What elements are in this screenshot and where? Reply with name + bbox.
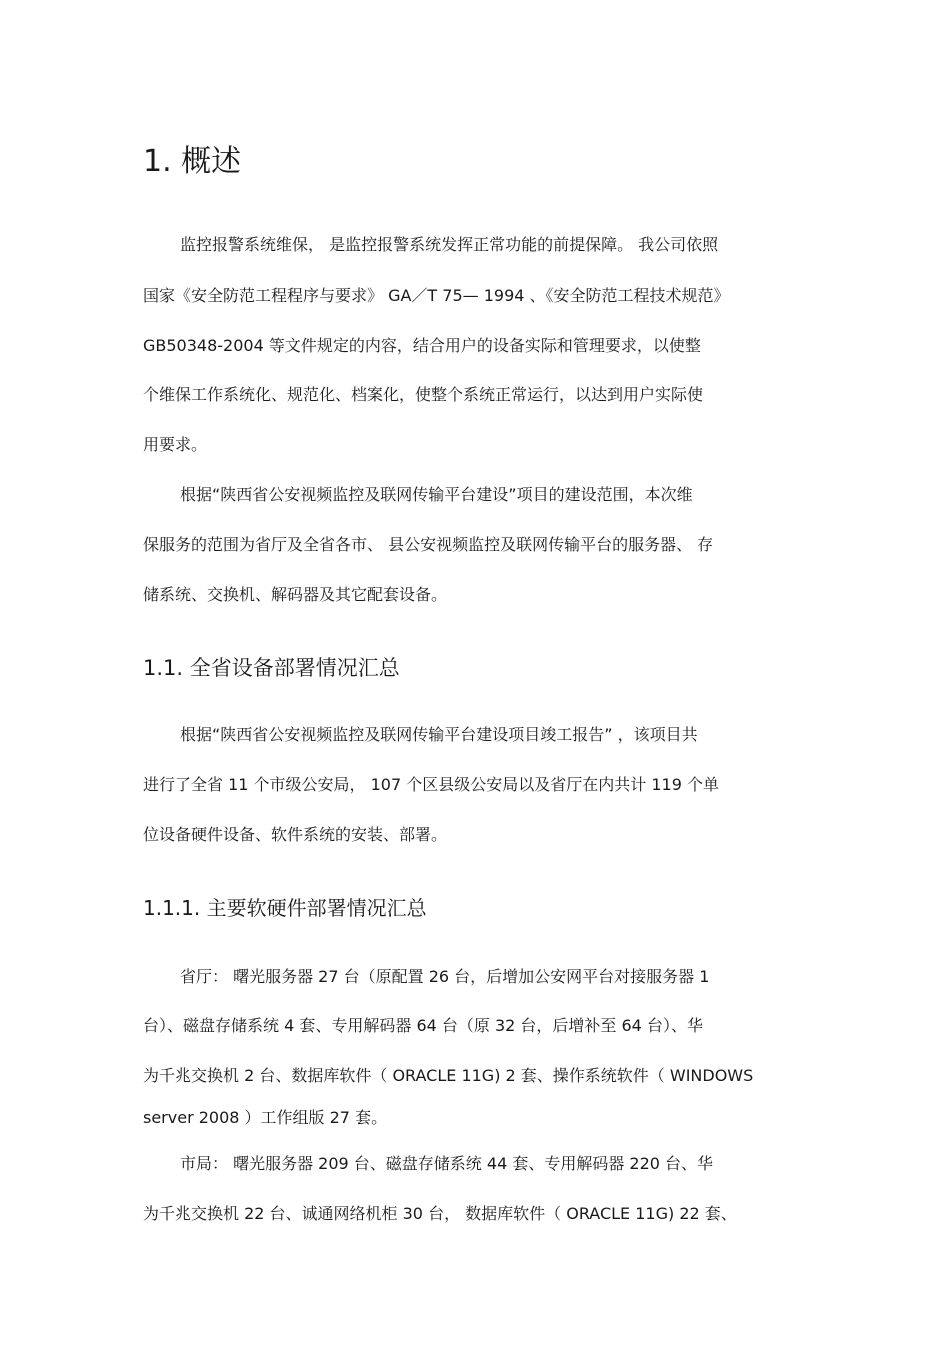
heading-overview: 1. 概述	[143, 144, 242, 179]
summary-line-1: 根据“陕西省公安视频监控及联网传输平台建设项目竣工报告” ，该项目共	[180, 725, 698, 744]
intro-line-1: 监控报警系统维保， 是监控报警系统发挥正常功能的前提保障。 我公司依照	[180, 235, 719, 254]
heading-deployment-summary: 1.1. 全省设备部署情况汇总	[143, 656, 400, 680]
city-line-2: 为千兆交换机 22 台、诚通网络机柜 30 台， 数据库软件（ ORACLE 11G) 22 套、	[143, 1204, 737, 1223]
heading-software-hardware-summary: 1.1.1. 主要软硬件部署情况汇总	[143, 896, 427, 920]
intro-line-5: 用要求。	[143, 435, 208, 454]
province-line-4: server 2008 ）工作组版 27 套。	[143, 1108, 388, 1127]
scope-line-3: 储系统、交换机、解码器及其它配套设备。	[143, 585, 448, 604]
intro-line-2: 国家《安全防范工程程序与要求》 GA／T 75— 1994 、《安全防范工程技术规范》	[143, 286, 730, 305]
province-line-2: 台）、磁盘存储系统 4 套、专用解码器 64 台（原 32 台，后增补至 64 台）、华	[143, 1016, 703, 1035]
summary-line-3: 位设备硬件设备、软件系统的安装、部署。	[143, 825, 448, 844]
scope-line-1: 根据“陕西省公安视频监控及联网传输平台建设”项目的建设范围，本次维	[180, 485, 693, 504]
scope-line-2: 保服务的范围为省厅及全省各市、 县公安视频监控及联网传输平台的服务器、 存	[143, 535, 714, 554]
intro-line-3: GB50348-2004 等文件规定的内容，结合用户的设备实际和管理要求，以使整	[143, 336, 701, 355]
province-line-1: 省厅： 曙光服务器 27 台（原配置 26 台，后增加公安网平台对接服务器 1	[180, 967, 710, 986]
summary-line-2: 进行了全省 11 个市级公安局， 107 个区县级公安局以及省厅在内共计 119 个单	[143, 775, 719, 794]
province-line-3: 为千兆交换机 2 台、数据库软件（ ORACLE 11G) 2 套、操作系统软件（ WINDOWS	[143, 1066, 754, 1085]
intro-line-4: 个维保工作系统化、规范化、档案化，使整个系统正常运行，以达到用户实际使	[143, 385, 704, 404]
city-line-1: 市局： 曙光服务器 209 台、磁盘存储系统 44 套、专用解码器 220 台、华	[180, 1154, 714, 1173]
